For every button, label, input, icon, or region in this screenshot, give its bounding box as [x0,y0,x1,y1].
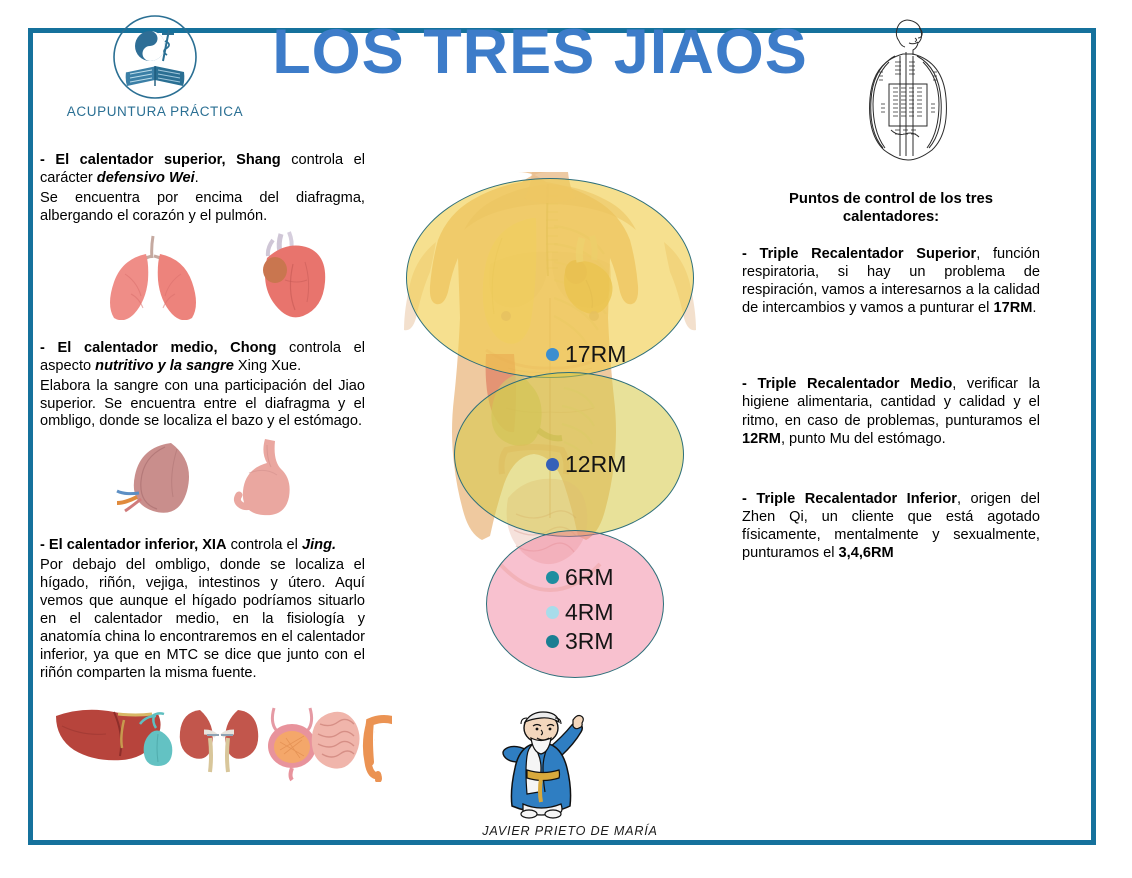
right-text-inferior: , origen del Zhen Qi, un cliente que está agotado físicamente, mentalmente y sexualmente, punturamos el [742,490,1040,561]
right-paragraph-superior [742,245,1040,317]
lungs-and-heart-illustration [53,228,353,320]
point-dot-12rm [546,458,559,471]
lead-bold-inferior: - El calentador inferior, XIA [40,537,227,554]
point-dot-4rm [546,606,559,619]
lead-tail-superior: . [194,169,199,186]
point-12rm[interactable] [546,451,626,478]
right-point-medio: 12RM [742,430,781,447]
lungs-icon [110,236,196,320]
yin-yang-book-logo-icon [112,14,198,100]
right-lead-inferior: - Triple Recalentador Inferior [742,490,957,507]
lead-rest-inferior: controla el [226,537,302,554]
right-point-inferior: 3,4,6RM [838,545,894,561]
spleen-icon [117,443,189,513]
right-tail-medio: , punto Mu del estómago. [780,430,946,447]
right-text-column [742,190,1040,564]
bladder-icon [268,708,316,780]
point-dot-3rm [546,635,559,648]
point-label-3rm: 3RM [565,628,614,654]
right-tail-superior: . [1032,300,1037,317]
small-intestine-icon [312,712,360,769]
organ-row-superior [40,228,365,326]
body-superior: Se encuentra por encima del diafragma, albergando el corazón y el pulmón. [40,189,365,224]
lead-rest-medio: controla el aspecto [40,339,365,374]
point-3rm[interactable] [546,628,614,655]
right-point-superior: 17RM [993,300,1033,317]
right-lead-superior: - Triple Recalentador Superior [742,245,977,262]
chinese-meridian-chart-figure-icon [845,12,965,162]
large-intestine-icon [366,719,392,780]
point-dot-6rm [546,571,559,584]
stomach-icon [237,439,289,515]
brand-name: ACUPUNTURA PRÁCTICA [66,104,244,119]
lead-italic-inferior: Jing. [301,537,337,554]
spleen-and-stomach-illustration [53,433,353,517]
logo-circle [112,14,198,100]
right-lead-medio: - Triple Recalentador Medio [742,376,953,393]
paragraph-inferior [40,537,365,555]
lead-bold-superior: - El calentador superior, Shang [40,152,281,168]
brand-logo [60,14,250,139]
sage-mascot [487,708,595,820]
point-17rm[interactable] [546,341,626,368]
body-inferior: Por debajo del ombligo, donde se localiza el hígado, riñón, vejiga, intestinos y útero. Aquí vemos que aunque el hígado podríamos situarlo en el calentador medio, en la fisiología y anatomía china lo encontraremos en el calentador inferior, ya que en MTC se dice que junto con el riñón comparten la misma fuente. [40,557,365,681]
lead-bold-medio: - El calentador medio, Chong [40,339,277,356]
point-label-4rm: 4RM [565,599,614,625]
heading-line-1: Puntos de control de los tres [789,191,993,207]
lead-tail-medio: Xing Xue. [233,357,302,374]
point-4rm[interactable] [546,599,614,626]
right-text-superior: , función respiratoria, si hay un problema de respiración, vamos a interesarnos a la calidad de intercambios y vamos a punturar el [742,245,1041,317]
heart-icon [263,232,325,317]
point-label-6rm: 6RM [565,564,614,590]
organ-row-inferior [52,702,392,787]
body-medio: Elabora la sangre con una participación del Jiao superior. Se encuentra entre el diafragma y el ombligo, donde se localiza el bazo y el estómago. [40,377,365,430]
point-6rm[interactable] [546,564,614,591]
page-title: LOS TRES JIAOS [272,17,808,87]
author-byline: JAVIER PRIETO DE MARÍA [482,824,658,838]
meridian-chart-figure [845,12,965,162]
point-dot-17rm [546,348,559,361]
heading-line-2: calentadores: [842,209,940,226]
lower-jiao-organs-illustration [52,702,392,782]
paragraph-superior [40,152,365,188]
right-text-medio: , verificar la higiene alimentaria, cantidad y calidad y el ritmo, en caso de problemas, punturamos el [742,376,1040,429]
lead-rest-superior: controla el carácter [40,152,366,186]
left-text-column [40,152,365,685]
point-label-17rm: 17RM [565,341,627,367]
torso-diagram [382,168,754,708]
right-paragraph-inferior [742,490,1040,562]
chinese-sage-mascot-icon [487,708,595,820]
organ-row-medio [40,433,365,523]
right-paragraph-medio [742,375,1040,447]
lead-italic-medio: nutritivo y la sangre [95,357,234,374]
point-label-12rm: 12RM [565,451,627,477]
lead-italic-superior: defensivo Wei [96,169,195,186]
paragraph-medio [40,340,365,376]
kidneys-icon [180,710,258,772]
right-column-heading [742,190,1040,227]
